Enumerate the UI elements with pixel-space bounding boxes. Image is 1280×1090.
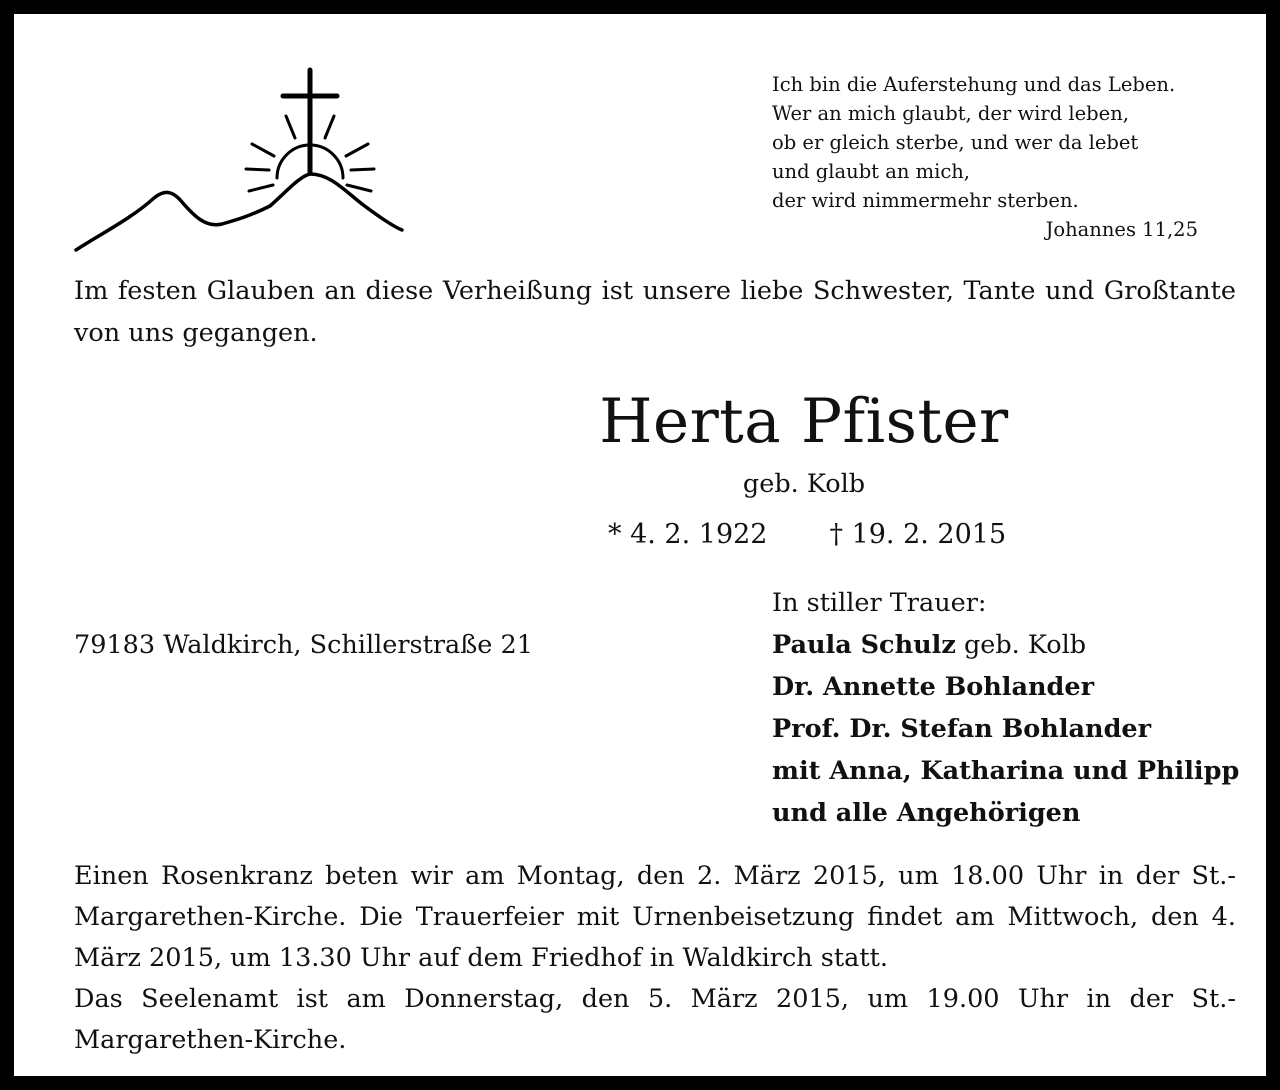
cross-on-hill-with-rising-sun-icon [74, 66, 406, 256]
mourner-line: Dr. Annette Bohlander [772, 672, 1095, 702]
mourners-list [772, 582, 1239, 834]
death-date: † 19. 2. 2015 [829, 519, 1007, 550]
life-dates [608, 516, 1006, 554]
service-paragraph: Das Seelenamt ist am Donnerstag, den 5. März 2015, um 19.00 Uhr in der St.-Margarethen-Kirche. [74, 984, 1236, 1055]
birth-date: * 4. 2. 1922 [608, 519, 768, 550]
mourner-line: mit Anna, Katharina und Philipp [772, 756, 1240, 786]
service-paragraph: Einen Rosenkranz beten wir am Montag, den 2. März 2015, um 18.00 Uhr in der St.-Margarethen-Kirche. Die Trauerfeier mit Urnenbeisetzung findet am Mittwoch, den 4. März 2015, um 13.30 Uhr auf dem Friedhof in Waldkirch statt. [74, 861, 1236, 973]
birth-name: geb. Kolb [742, 469, 866, 499]
bible-verse [772, 70, 1202, 244]
verse-line: Ich bin die Auferstehung und das Leben. [772, 73, 1176, 96]
mourners-heading: In stiller Trauer: [772, 588, 987, 618]
verse-line: und glaubt an mich, [772, 160, 971, 183]
verse-reference: Johannes 11,25 [1045, 218, 1198, 241]
verse-line: der wird nimmermehr sterben. [772, 189, 1079, 212]
deceased-name: Herta Pfister [599, 386, 1009, 457]
verse-line: Wer an mich glaubt, der wird leben, [772, 102, 1129, 125]
mourner-line: und alle Angehörigen [772, 798, 1081, 828]
service-information [74, 856, 1236, 1061]
mourner-line [772, 624, 1239, 666]
mourner-name: Paula Schulz [772, 630, 956, 660]
mourner-line: Prof. Dr. Stefan Bohlander [772, 714, 1152, 744]
mourner-name-suffix: geb. Kolb [955, 630, 1087, 660]
address: 79183 Waldkirch, Schillerstraße 21 [74, 630, 533, 660]
verse-line: ob er gleich sterbe, und wer da lebet [772, 131, 1139, 154]
intro-text: Im festen Glauben an diese Verheißung ist unsere liebe Schwester, Tante und Großtante von uns gegangen. [74, 276, 1236, 348]
